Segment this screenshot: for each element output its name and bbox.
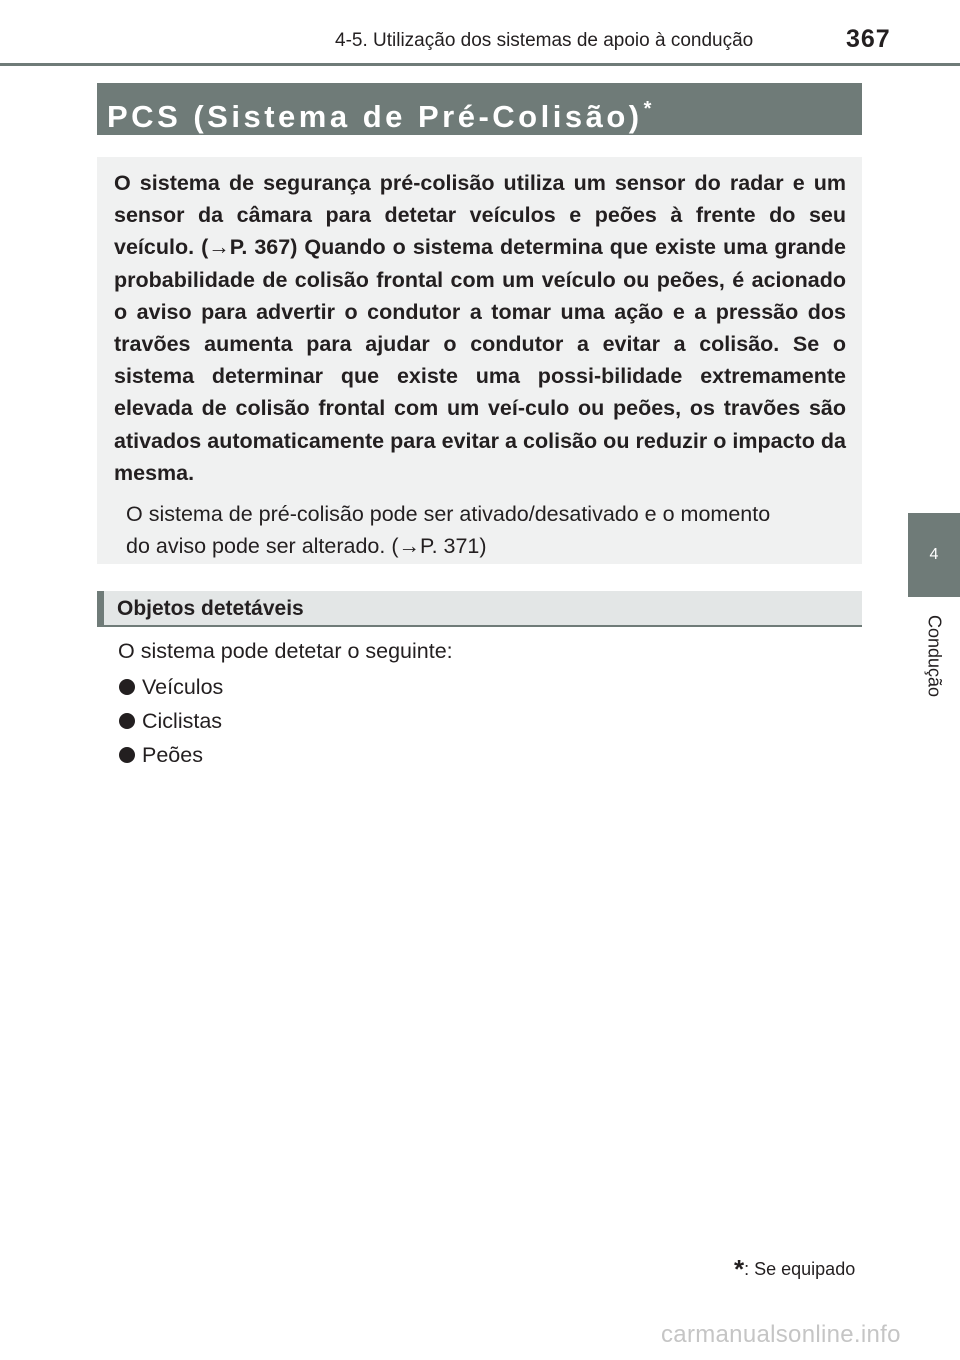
bullet-icon (119, 713, 135, 729)
detectable-objects-list (119, 670, 223, 772)
bullet-icon (119, 747, 135, 763)
section-heading: Objetos detetáveis (97, 591, 862, 627)
bullet-icon (119, 679, 135, 695)
watermark: carmanualsonline.info (661, 1321, 901, 1348)
chapter-number: 4 (929, 546, 939, 563)
list-item (119, 738, 223, 772)
chapter-label: Condução (924, 614, 945, 698)
list-item (119, 704, 223, 738)
list-item-label: Veículos (142, 675, 224, 699)
page-title-bar (97, 83, 862, 135)
page-title: PCS (Sistema de Pré-Colisão) (107, 99, 643, 134)
page-number: 367 (846, 25, 891, 53)
intro-note-line-1: O sistema de pré-colisão pode ser ativado/desativado e o momento (126, 502, 771, 527)
chapter-tab (908, 513, 960, 597)
list-item-label: Peões (142, 743, 203, 767)
footnote-text: : Se equipado (744, 1259, 856, 1279)
intro-box (97, 157, 862, 564)
section-lead-text: O sistema pode detetar o seguinte: (118, 639, 453, 663)
header-divider (0, 63, 960, 66)
running-header-section: 4-5. Utilização dos sistemas de apoio à condução (335, 30, 754, 51)
footnote (734, 1254, 855, 1285)
asterisk-icon: * (734, 1254, 745, 1284)
intro-paragraph: O sistema de segurança pré-colisão utiliza um sensor do radar e um sensor da câmara para detetar veículos e peões à frente do seu veículo. (→P. 367) Quando o sistema determina que existe uma grande probabilidade de colisão frontal com um veículo ou peões, é acionado o aviso para advertir o condutor a tomar uma ação e a pressão dos travões aumenta para ajudar o condutor a evitar a colisão. Se o sistema determinar que existe uma possi-bilidade extremamente elevada de colisão frontal com um veí-culo ou peões, os travões são ativados automaticamente para evitar a colisão ou reduzir o impacto da mesma. (114, 171, 846, 485)
list-item (119, 670, 223, 704)
list-item-label: Ciclistas (142, 709, 223, 733)
intro-note-line-2: do aviso pode ser alterado. (→P. 371) (126, 534, 487, 559)
equipment-mark-icon: * (643, 98, 652, 120)
intro-note (126, 498, 846, 562)
